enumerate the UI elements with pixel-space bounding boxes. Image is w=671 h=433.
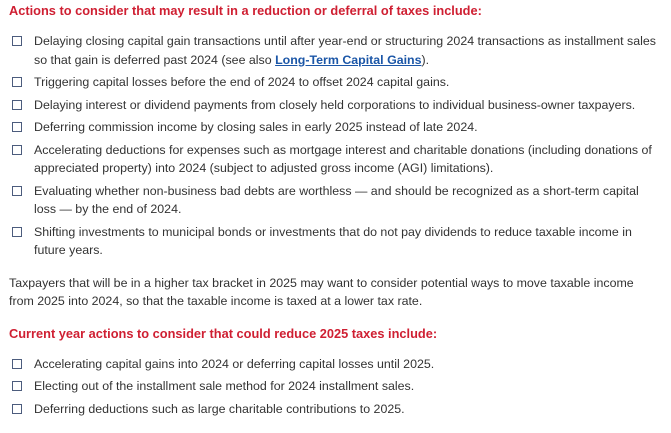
checklist-item	[9, 355, 661, 374]
checklist-item	[9, 182, 661, 219]
section-heading-current-year: Current year actions to consider that could reduce 2025 taxes include:	[9, 325, 438, 341]
body-paragraph: Taxpayers that will be in a higher tax bracket in 2025 may want to consider potential ways to move taxable income from 2025 into 2024, so that the taxable income is taxed at a lower tax rate.	[9, 275, 634, 308]
item-text: Triggering capital losses before the end of 2024 to offset 2024 capital gains.	[34, 75, 450, 89]
checkbox-icon[interactable]	[12, 186, 22, 196]
item-text: Delaying interest or dividend payments from closely held corporations to individual business-owner taxpayers.	[34, 97, 636, 112]
item-text: Accelerating capital gains into 2024 or deferring capital losses until 2025.	[34, 356, 435, 371]
checklist-item	[9, 73, 661, 92]
checklist-item	[9, 96, 661, 115]
checklist-item	[9, 377, 661, 396]
checkbox-icon[interactable]	[12, 359, 22, 369]
checklist-item	[9, 118, 661, 137]
checkbox-icon[interactable]	[12, 227, 22, 237]
item-text: Accelerating deductions for expenses such as mortgage interest and charitable donations (including donations of appreciated property) into 2024 (subject to adjusted gross income (AGI) limitations).	[34, 142, 652, 175]
item-text: Shifting investments to municipal bonds or investments that do not pay dividends to reduce taxable income in future years.	[34, 224, 632, 257]
item-text-suffix: ).	[421, 52, 430, 67]
checklist-reductions	[9, 32, 661, 260]
item-text: Deferring deductions such as large charitable contributions to 2025.	[34, 401, 405, 416]
section-heading-reductions: Actions to consider that may result in a reduction or deferral of taxes include:	[9, 3, 482, 18]
item-text: Electing out of the installment sale method for 2024 installment sales.	[34, 379, 415, 393]
checklist-item	[9, 141, 661, 178]
checklist-item	[9, 32, 661, 69]
checkbox-icon[interactable]	[12, 36, 22, 46]
checkbox-icon[interactable]	[12, 404, 22, 414]
checkbox-icon[interactable]	[12, 100, 22, 110]
checkbox-icon[interactable]	[12, 381, 22, 391]
checkbox-icon[interactable]	[12, 122, 22, 132]
item-text: Evaluating whether non-business bad debts are worthless — and should be recognized as a short-term capital loss — by the end of 2024.	[34, 183, 639, 216]
item-text: Delaying closing capital gain transactions until after year-end or structuring 2024 transactions as installment sales so that gain is deferred past 2024 (see also	[34, 34, 656, 67]
long-term-capital-gains-link[interactable]: Long-Term Capital Gains	[275, 52, 422, 67]
checklist-item	[9, 223, 661, 260]
checkbox-icon[interactable]	[12, 77, 22, 87]
item-text: Deferring commission income by closing sales in early 2025 instead of late 2024.	[34, 120, 478, 134]
checklist-current-year	[9, 355, 661, 419]
document-page	[9, 0, 661, 422]
checkbox-icon[interactable]	[12, 145, 22, 155]
checklist-item	[9, 400, 661, 419]
